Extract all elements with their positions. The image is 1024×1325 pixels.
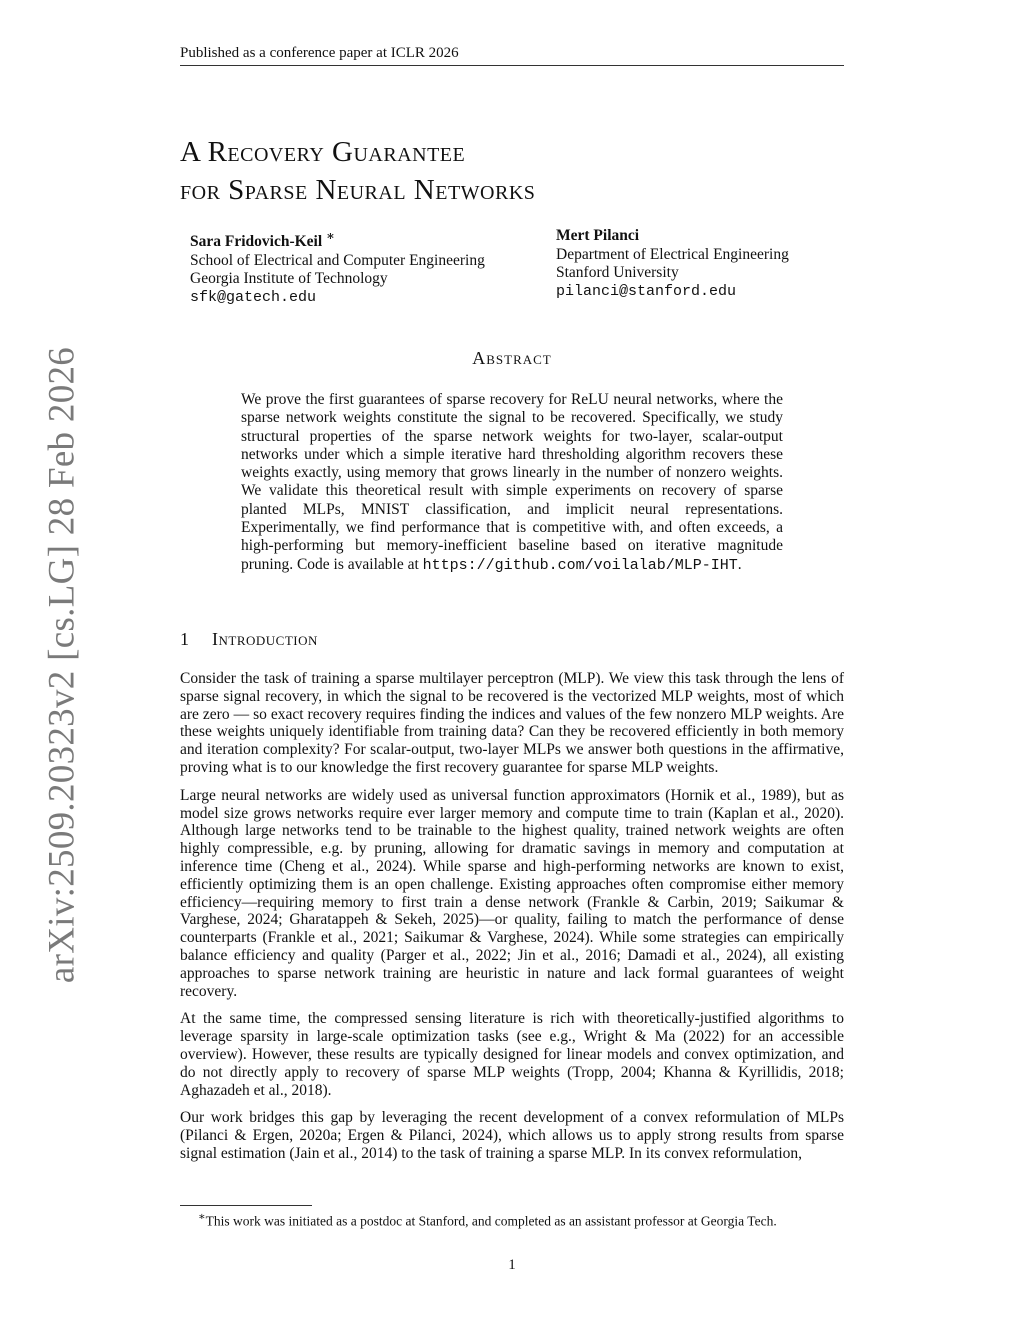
author-institution: Stanford University: [556, 264, 679, 281]
paragraph: Our work bridges this gap by leveraging the recent development of a convex reformulation of MLPs (Pilanci & Ergen, 2020a; Ergen & Pilanci, 2024), which allows us to apply strong results from sparse signal estimation (Jain et al., 2014) to the task of training a sparse MLP. In its convex reformulation,: [180, 1109, 844, 1162]
author-name: Mert Pilanci: [556, 227, 640, 244]
author-block-2: [556, 227, 789, 301]
abstract-text: We prove the first guarantees of sparse recovery for ReLU neural networks, where the sparse network weights constitute the signal to be recovered. Specifically, we study structural properties of the sparse network weights for two-layer, scalar-output networks under which a simple iterative hard thresholding algorithm recovers these weights exactly, using memory that grows linearly in the number of nonzero weights. We validate this theoretical result with simple experiments on recovery of sparse planted MLPs, MNIST classification, and implicit neural representations. Experimentally, we find performance that is competitive with, and often exceeds, a high-performing but memory-inefficient baseline based on iterative magnitude pruning. Code is available at: [241, 391, 783, 573]
author-footnote-mark: ∗: [326, 228, 335, 243]
abstract-heading: Abstract: [472, 348, 552, 368]
section-title: Introduction: [212, 629, 318, 649]
footnote-text: This work was initiated as a postdoc at Stanford, and completed as an assistant professor at Georgia Tech.: [205, 1213, 777, 1229]
footnote-mark: ∗: [198, 1211, 206, 1223]
arxiv-identifier: arXiv:2509.20323v2 [cs.LG] 28 Feb 2026: [41, 346, 83, 984]
footnote-divider: [180, 1205, 312, 1206]
author-department: School of Electrical and Computer Engineering: [190, 251, 485, 269]
footnote: [180, 1209, 844, 1230]
paragraph: Consider the task of training a sparse multilayer perceptron (MLP). We view this task through the lens of sparse signal recovery, in which the signal to be recovered is the vectorized MLP weights, most of which are zero — so exact recovery requires finding the indices and values of the few nonzero MLP weights. Are these weights uniquely identifiable from training data? Can they be recovered efficiently in both memory and iteration complexity? For scalar-output, two-layer MLPs we answer both questions in the affirmative, proving what is to our knowledge the first recovery guarantee for sparse MLP weights.: [180, 670, 844, 776]
introduction-body: [180, 670, 844, 1173]
author-institution: Georgia Institute of Technology: [190, 270, 388, 288]
running-header-text: Published as a conference paper at ICLR 2026: [180, 45, 459, 61]
author-email[interactable]: pilanci@stanford.edu: [556, 282, 737, 300]
paragraph: At the same time, the compressed sensing literature is rich with theoretically-justified algorithms to leverage sparsity in large-scale optimization tasks (see e.g., Wright & Ma (2022) for an accessible overview). However, these results are typically designed for linear models and convex optimization, and do not directly apply to recovery of sparse MLP weights (Tropp, 2004; Khanna & Kyrillidis, 2018; Aghazadeh et al., 2018).: [180, 1010, 844, 1099]
author-block-1: [190, 227, 485, 307]
author-department: Department of Electrical Engineering: [556, 245, 789, 263]
title-line-2: for Sparse Neural Networks: [180, 174, 536, 206]
paragraph: Large neural networks are widely used as universal function approximators (Hornik et al., 1989), but as model size grows networks require ever larger memory and compute time to train (Kaplan et al., 2020). Although large networks tend to be trainable to the highest quality, trained network weights are often highly compressible, e.g. by pruning, allowing for dramatic savings in memory and computation at inference time (Cheng et al., 2024). While sparse and high-performing networks are known to exist, efficiently optimizing them is an open challenge. Existing approaches often compromise either memory efficiency—requiring memory to first train a dense network (Frankle & Carbin, 2019; Saikumar & Varghese, 2024; Gharatappeh & Sekeh, 2025)—or quality, failing to match the performance of dense counterparts (Frankle et al., 2021; Saikumar & Varghese, 2024). While some strategies can empirically balance efficiency and quality (Parger et al., 2022; Jin et al., 2016; Damadi et al., 2024), all existing approaches to sparse network training are heuristic in nature and lack formal guarantees of weight recovery.: [180, 786, 844, 1000]
running-header: [180, 43, 844, 66]
paper-title: [180, 133, 535, 209]
author-email[interactable]: sfk@gatech.edu: [190, 288, 317, 306]
page-number: 1: [508, 1257, 516, 1273]
author-name: Sara Fridovich-Keil ∗: [190, 228, 335, 251]
title-line-1: A Recovery Guarantee: [180, 136, 466, 168]
section-number: 1: [180, 629, 190, 649]
code-link[interactable]: https://github.com/voilalab/MLP-IHT: [422, 556, 738, 574]
abstract-body: We prove the first guarantees of sparse recovery for ReLU neural networks, where the sparse network weights constitute the signal to be recovered. Specifically, we study structural properties of the sparse network weights for two-layer, scalar-output networks under which a simple iterative hard thresholding algorithm recovers these weights exactly, using memory that grows linearly in the number of nonzero weights. We validate this theoretical result with simple experiments on recovery of sparse planted MLPs, MNIST classification, and implicit neural representations. Experimentally, we find performance that is competitive with, and often exceeds, a high-performing but memory-inefficient baseline based on iterative magnitude pruning. Code is available at https://github.com/voilalab/MLP-IHT.: [241, 391, 783, 574]
section-heading-introduction: [180, 629, 318, 650]
